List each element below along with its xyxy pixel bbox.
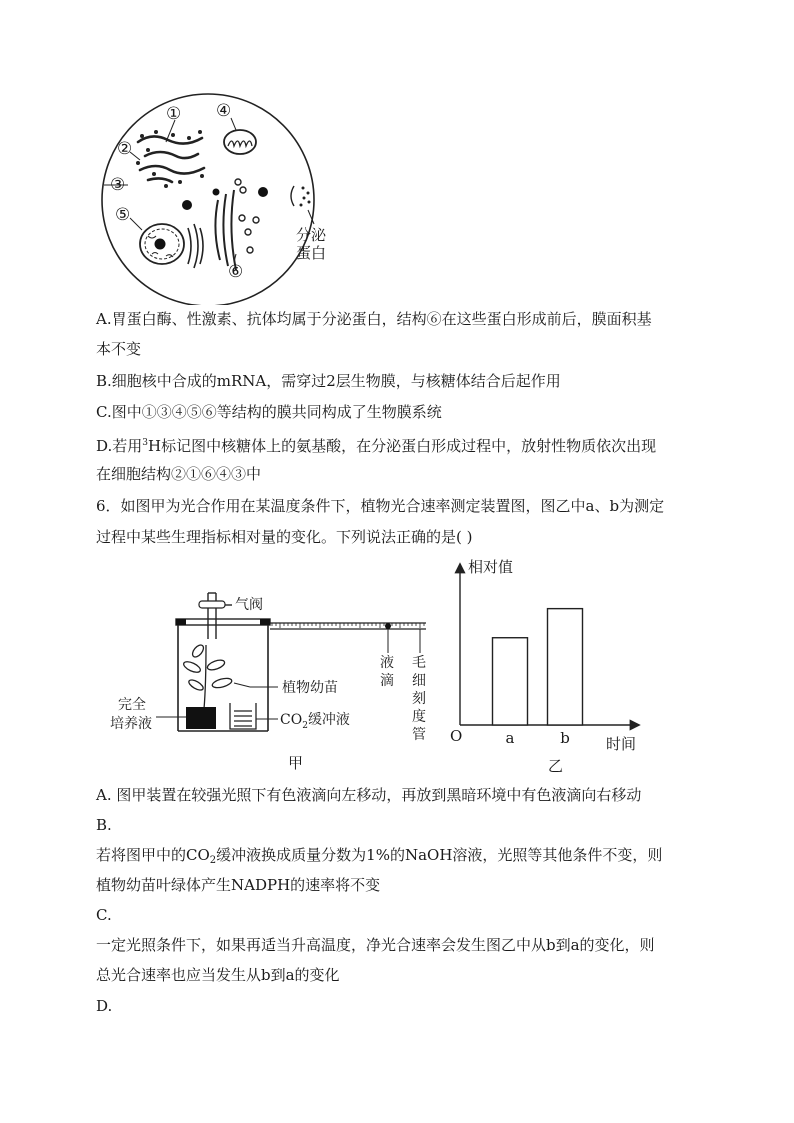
mitochondrion-shape — [224, 130, 256, 154]
secretion-site — [291, 186, 311, 207]
q5-option-c: C.图中①③④⑤⑥等结构的膜共同构成了生物膜系统 — [96, 403, 442, 421]
vesicles — [235, 179, 259, 253]
q6-option-b-line2: 植物幼苗叶绿体产生NADPH的速率将不变 — [96, 876, 381, 894]
origin-label: O — [450, 727, 463, 745]
apparatus-diagram — [100, 585, 440, 780]
nutrient-solution-beaker — [186, 707, 216, 729]
figure-yi-caption: 乙 — [548, 757, 564, 775]
q6-option-b-tag: B. — [96, 816, 112, 834]
capillary-scale-ticks — [272, 623, 424, 628]
golgi-apparatus-shape — [215, 190, 236, 270]
capillary-label-char-3: 刻 — [412, 691, 426, 707]
x-tick-a: a — [505, 729, 515, 747]
colored-droplet — [385, 623, 391, 629]
plant-seedling-shape — [182, 643, 233, 709]
label-leader-lines — [104, 118, 314, 262]
rough-er-shape — [138, 136, 204, 182]
q6-option-c-line1: 一定光照条件下，如果再适当升高温度，净光合速率会发生图乙中从b到a的变化，则 — [96, 936, 655, 954]
nutrient-label-line1: 完全 — [118, 697, 146, 713]
bar-a — [493, 638, 528, 725]
cell-diagram — [90, 90, 340, 305]
cell-membrane-outline — [102, 94, 314, 305]
secretory-protein-label-1: 分泌 — [296, 226, 327, 244]
droplet-label-char-1: 液 — [380, 655, 394, 671]
x-tick-b: b — [560, 729, 570, 747]
q5-option-a-line1: A.胃蛋白酶、性激素、抗体均属于分泌蛋白，结构⑥在这些蛋白形成前后，膜面积基 — [96, 310, 652, 328]
q6-stem-line2: 过程中某些生理指标相对量的变化。下列说法正确的是( ) — [96, 528, 473, 546]
q6-option-a: A. 图甲装置在较强光照下有色液滴向左移动，再放到黑暗环境中有色液滴向右移动 — [96, 786, 642, 804]
q6-option-b-line1: 若将图甲中的$CO_2$缓冲液换成质量分数为1%的NaOH溶液，光照等其他条件不变，则 — [96, 846, 663, 866]
label-4: ④ — [216, 101, 232, 121]
label-1: ① — [166, 104, 182, 124]
q6-option-d-tag: D. — [96, 997, 113, 1015]
nutrient-label-line2: 培养液 — [110, 716, 152, 732]
co2-buffer-beaker — [230, 703, 256, 729]
q6-stem-line1: 6．如图甲为光合作用在某温度条件下，植物光合速率测定装置图，图乙中a、b为测定 — [96, 497, 665, 515]
nucleus-shape — [140, 224, 184, 264]
label-5: ⑤ — [115, 205, 131, 225]
co2-buffer-label: $CO_2$缓冲液 — [280, 712, 350, 731]
capillary-label-char-2: 细 — [412, 673, 426, 689]
label-2: ② — [117, 139, 133, 159]
capillary-label-char-4: 度 — [412, 709, 426, 725]
valve-shape — [208, 593, 232, 639]
q5-option-d-line1: D.若用$^3$H标记图中核糖体上的氨基酸，在分泌蛋白形成过程中，放射性物质依次出现 — [96, 437, 657, 455]
x-axis-label: 时间 — [606, 735, 637, 753]
stopper — [176, 619, 270, 625]
capillary-label-char-5: 管 — [412, 727, 426, 743]
isotope-mass-number: 3 — [142, 438, 148, 448]
droplet-label-char-2: 滴 — [380, 673, 394, 689]
secretory-protein-label-2: 蛋白 — [296, 244, 327, 262]
figure-jia-caption: 甲 — [288, 754, 304, 772]
y-axis-label: 相对值 — [468, 558, 514, 576]
q6-option-c-tag: C. — [96, 906, 112, 924]
plant-label: 植物幼苗 — [282, 680, 338, 696]
q5-option-d-line2: 在细胞结构②①⑥④③中 — [96, 465, 262, 483]
capillary-label-char-1: 毛 — [412, 655, 426, 671]
label-6: ⑥ — [228, 262, 244, 282]
q5-option-b: B.细胞核中合成的mRNA，需穿过2层生物膜，与核糖体结合后起作用 — [96, 372, 561, 390]
chart-yi — [440, 553, 650, 778]
q5-option-a-line2: 本不变 — [96, 340, 142, 358]
label-3: ③ — [110, 175, 126, 195]
q6-option-c-line2: 总光合速率也应当发生从b到a的变化 — [96, 966, 340, 984]
perinuclear-er — [188, 224, 203, 268]
bar-b — [548, 609, 583, 725]
valve-label: 气阀 — [235, 597, 263, 613]
